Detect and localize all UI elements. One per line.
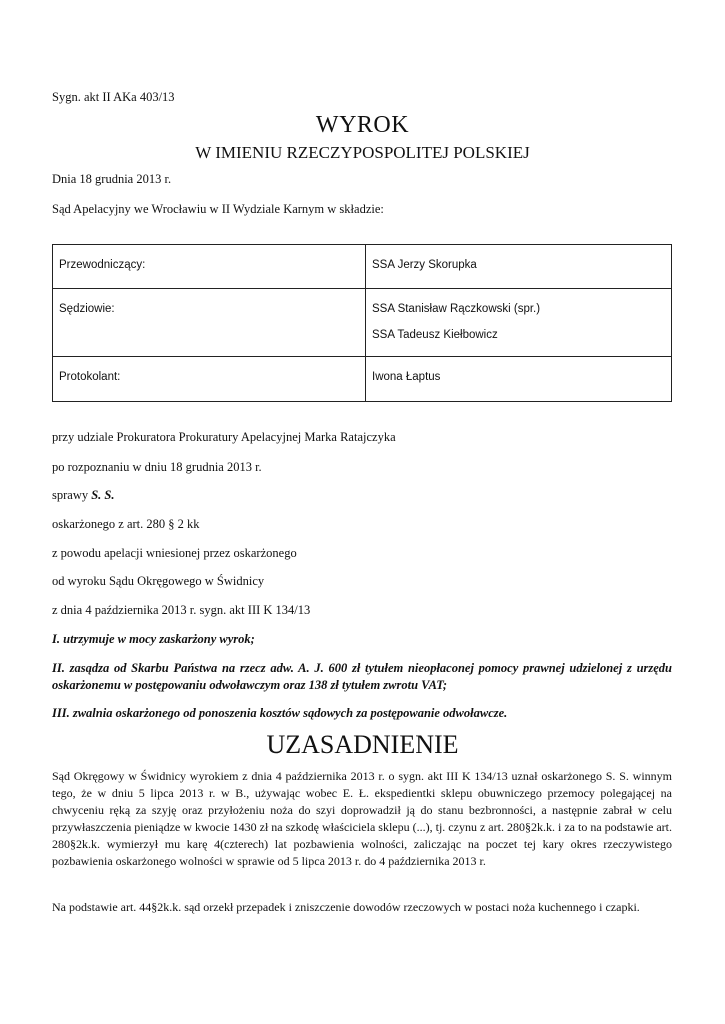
hearing-line: po rozpoznaniu w dniu 18 grudnia 2013 r.	[52, 460, 262, 474]
panel-table	[52, 244, 672, 402]
judgment-date: Dnia 18 grudnia 2013 r.	[52, 172, 172, 186]
decision-2: II. zasądza od Skarbu Państwa na rzecz adw. A. J. 600 zł tytułem nieopłaconej pomocy prawnej udzielonej z urzędu oskarżonemu w postępowaniu odwoławczym oraz 138 zł tytułem zwrotu VAT;	[52, 661, 672, 692]
decision-1: I. utrzymuje w mocy zaskarżony wyrok;	[52, 632, 255, 646]
case-prefix: sprawy	[52, 488, 92, 502]
judges-label: Sędziowie:	[59, 303, 115, 315]
prosecutor-line: przy udziale Prokuratora Prokuratury Apelacyjnej Marka Ratajczyka	[52, 430, 396, 444]
document-title: WYROK	[315, 112, 410, 138]
lower-court-line: od wyroku Sądu Okręgowego w Świdnicy	[52, 574, 265, 588]
justification-paragraph-1: Sąd Okręgowy w Świdnicy wyrokiem z dnia 4 października 2013 r. o sygn. akt III K 134/13 uznał oskarżonego S. S. winnym tego, że w dniu 5 lipca 2013 r. w B., używając wobec E. Ł. ekspedientki sklepu obuwniczego przemocy polegającej na chwyceniu ręką za szyję oraz przyłożeniu noża do szyi doprowadził ją do stanu bezbronności, a następnie zabrał w celu przywłaszczenia pieniądze w kwocie 1430 zł na szkodę właściciela sklepu (...), tj. czynu z art. 280§2k.k. i za to na podstawie art. 280§2k.k. wymierzył mu karę 4(czterech) lat pozbawienia wolności, zaliczając na poczet tej kary okres rzeczywistego pozbawienia oskarżonego wolności w sprawie od 5 lipca 2013 r. do 4 października 2013 r.	[52, 769, 672, 868]
justification-paragraph-2: Na podstawie art. 44§2k.k. sąd orzekł przepadek i zniszczenie dowodów rzeczowych w postaci noża kuchennego i czapki.	[52, 900, 640, 914]
judge-2: SSA Tadeusz Kiełbowicz	[372, 329, 498, 341]
case-signature: Sygn. akt II AKa 403/13	[52, 90, 175, 104]
clerk-value: Iwona Łaptus	[372, 371, 441, 383]
decision-3: III. zwalnia oskarżonego od ponoszenia kosztów sądowych za postępowanie odwoławcze.	[52, 706, 508, 720]
clerk-row	[53, 357, 672, 402]
judge-1: SSA Stanisław Rączkowski (spr.)	[372, 303, 541, 315]
judges-row	[53, 289, 672, 357]
chair-value: SSA Jerzy Skorupka	[372, 259, 477, 271]
appeal-line: z powodu apelacji wniesionej przez oskarżonego	[52, 546, 297, 560]
clerk-label: Protokolant:	[59, 371, 121, 383]
document-subtitle: W IMIENIU RZECZYPOSPOLITEJ POLSKIEJ	[195, 143, 530, 162]
court-composition: Sąd Apelacyjny we Wrocławiu w II Wydziale Karnym w składzie:	[52, 202, 384, 216]
justification-heading: UZASADNIENIE	[266, 730, 459, 759]
lower-judgment-line: z dnia 4 października 2013 r. sygn. akt III K 134/13	[52, 603, 311, 617]
case-line	[52, 488, 115, 503]
chair-label: Przewodniczący:	[59, 259, 146, 271]
charge-line: oskarżonego z art. 280 § 2 kk	[52, 517, 200, 531]
chair-row	[53, 245, 672, 289]
defendant-name: S. S.	[91, 488, 115, 502]
